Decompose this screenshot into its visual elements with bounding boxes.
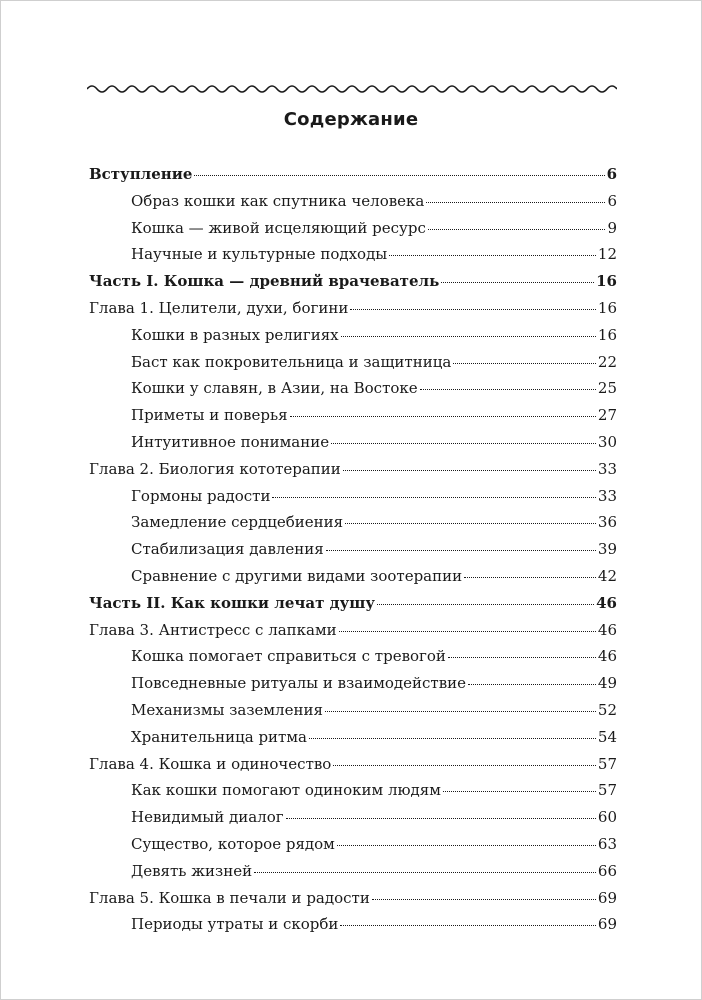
- toc-entry: [89, 751, 617, 778]
- dot-leader: [339, 629, 596, 632]
- toc-entry-page-number: 27: [597, 406, 617, 425]
- toc-entry-title: Кошки у славян, в Азии, на Востоке: [131, 379, 418, 398]
- toc-entry-title: Замедление сердцебиения: [131, 513, 344, 532]
- toc-entry-title: Глава 2. Биология кототерапии: [89, 459, 341, 478]
- page-title: Содержание: [283, 109, 419, 130]
- dot-leader: [325, 709, 596, 712]
- toc-entry-page-number: 36: [597, 513, 617, 532]
- dot-leader: [343, 468, 596, 471]
- toc-entry-page-number: 66: [597, 861, 617, 880]
- dot-leader: [345, 521, 596, 524]
- toc-entry-title: Образ кошки как спутника человека: [131, 191, 425, 210]
- toc-entry-title: Часть I. Кошка — древний врачеватель: [89, 272, 440, 291]
- toc-entry-page-number: 12: [597, 245, 617, 264]
- dot-leader: [428, 227, 606, 230]
- toc-entry: [89, 590, 617, 617]
- toc-entry-page-number: 54: [597, 727, 617, 746]
- toc-entry: [89, 509, 617, 536]
- toc-entry-title: Глава 4. Кошка и одиночество: [89, 754, 332, 773]
- toc-entry: [89, 322, 617, 349]
- toc-entry-page-number: 46: [597, 647, 617, 666]
- toc-entry: [89, 429, 617, 456]
- toc-entry-title: Глава 1. Целители, духи, богини: [89, 298, 349, 317]
- toc-entry-page-number: 49: [597, 674, 617, 693]
- dot-leader: [441, 280, 594, 283]
- toc-entry-page-number: 63: [597, 834, 617, 853]
- toc-entry-title: Вступление: [89, 165, 193, 183]
- toc-entry-page-number: 69: [597, 915, 617, 934]
- toc-entry-page-number: 9: [607, 218, 617, 237]
- toc-entry-title: Приметы и поверья: [131, 406, 288, 425]
- toc-entry-page-number: 16: [596, 272, 617, 291]
- toc-entry: [89, 911, 617, 938]
- toc-entry-title: Гормоны радости: [131, 486, 271, 505]
- dot-leader: [337, 843, 596, 846]
- toc-entry-page-number: 60: [597, 808, 617, 827]
- toc-entry: [89, 777, 617, 804]
- dot-leader: [448, 655, 596, 658]
- dot-leader: [194, 173, 604, 176]
- toc-entry-title: Научные и культурные подходы: [131, 245, 388, 264]
- toc-entry-page-number: 16: [597, 298, 617, 317]
- toc-entry: [89, 858, 617, 885]
- dot-leader: [464, 575, 596, 578]
- toc-entry-page-number: 25: [597, 379, 617, 398]
- dot-leader: [333, 763, 596, 766]
- toc-entry-title: Часть II. Как кошки лечат душу: [89, 593, 375, 612]
- toc-entry: [89, 724, 617, 751]
- dot-leader: [341, 334, 596, 337]
- toc-entry-title: Хранительница ритма: [131, 727, 307, 746]
- toc-entry: [89, 215, 617, 242]
- toc-entry-page-number: 46: [597, 620, 617, 639]
- toc-entry: [89, 402, 617, 429]
- toc-entry: [89, 349, 617, 376]
- toc-entry-page-number: 30: [597, 432, 617, 451]
- dot-leader: [326, 548, 596, 551]
- toc-entry-title: Как кошки помогают одиноким людям: [131, 781, 441, 800]
- toc-entry: [89, 670, 617, 697]
- dot-leader: [309, 736, 596, 739]
- toc-entry-title: Баст как покровительница и защитница: [131, 352, 452, 371]
- toc-entry-page-number: 33: [597, 459, 617, 478]
- toc-entry-title: Повседневные ритуалы и взаимодействие: [131, 674, 467, 693]
- dot-leader: [350, 307, 596, 310]
- toc-entry-page-number: 52: [597, 700, 617, 719]
- dot-leader: [372, 897, 596, 900]
- toc-entry: [89, 536, 617, 563]
- toc-entry: [89, 241, 617, 268]
- toc-entry: [89, 697, 617, 724]
- dot-leader: [331, 441, 596, 444]
- toc-entry: [89, 456, 617, 483]
- toc-entry: [89, 617, 617, 644]
- toc-entry: [89, 483, 617, 510]
- toc-entry-title: Кошки в разных религиях: [131, 325, 339, 344]
- toc-entry-page-number: 6: [606, 165, 617, 183]
- dot-leader: [290, 414, 596, 417]
- toc-entry-title: Стабилизация давления: [131, 540, 324, 559]
- toc-entry-title: Глава 3. Антистресс с лапками: [89, 620, 337, 639]
- toc-entry-page-number: 16: [597, 325, 617, 344]
- toc-entry: [89, 268, 617, 295]
- dot-leader: [377, 602, 594, 605]
- dot-leader: [443, 789, 596, 792]
- dot-leader: [426, 200, 605, 203]
- toc-entry: [89, 188, 617, 215]
- toc-entry-page-number: 69: [597, 888, 617, 907]
- toc-entry: [89, 643, 617, 670]
- toc-entry-title: Невидимый диалог: [131, 808, 284, 827]
- toc-entry-title: Глава 5. Кошка в печали и радости: [89, 888, 370, 907]
- toc-entry: [89, 563, 617, 590]
- dot-leader: [420, 387, 596, 390]
- toc-entry-title: Сравнение с другими видами зоотерапии: [131, 566, 463, 585]
- toc-entry-title: Девять жизней: [131, 861, 253, 880]
- toc-entry: [89, 295, 617, 322]
- table-of-contents: [89, 161, 617, 938]
- dot-leader: [254, 870, 596, 873]
- toc-entry-page-number: 57: [597, 754, 617, 773]
- toc-entry: [89, 375, 617, 402]
- toc-entry: [89, 831, 617, 858]
- dot-leader: [389, 253, 596, 256]
- dot-leader: [272, 495, 595, 498]
- toc-entry-page-number: 39: [597, 540, 617, 559]
- dot-leader: [340, 923, 595, 926]
- toc-entry-title: Кошка — живой исцеляющий ресурс: [131, 218, 426, 237]
- dot-leader: [468, 682, 596, 685]
- dot-leader: [286, 816, 596, 819]
- toc-entry-page-number: 46: [596, 593, 617, 612]
- toc-entry-page-number: 6: [607, 191, 617, 210]
- wavy-divider: [87, 79, 617, 99]
- toc-entry-page-number: 57: [597, 781, 617, 800]
- toc-entry-page-number: 42: [597, 566, 617, 585]
- toc-entry-title: Кошка помогает справиться с тревогой: [131, 647, 446, 666]
- toc-entry-title: Интуитивное понимание: [131, 432, 330, 451]
- toc-entry-page-number: 22: [597, 352, 617, 371]
- toc-entry-title: Механизмы заземления: [131, 700, 323, 719]
- toc-entry: [89, 885, 617, 912]
- toc-entry: [89, 161, 617, 188]
- toc-entry-title: Периоды утраты и скорби: [131, 915, 339, 934]
- toc-entry-page-number: 33: [597, 486, 617, 505]
- toc-entry-title: Существо, которое рядом: [131, 834, 335, 853]
- dot-leader: [453, 361, 596, 364]
- toc-entry: [89, 804, 617, 831]
